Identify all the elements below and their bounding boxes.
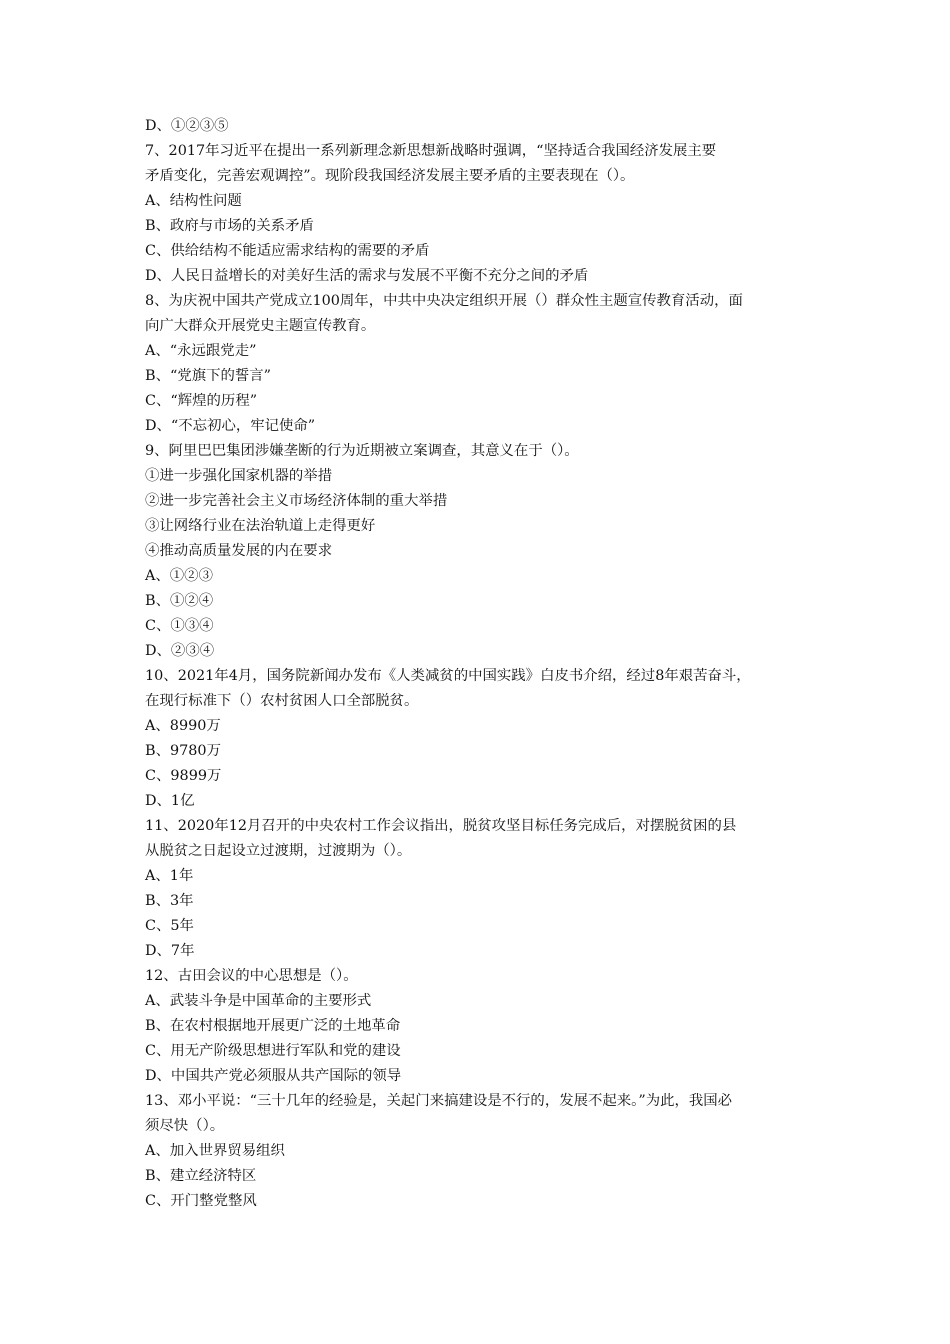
option-a-q13: A、加入世界贸易组织 [145, 1143, 285, 1159]
question-7-line-2: 矛盾变化，完善宏观调控”。现阶段我国经济发展主要矛盾的主要表现在（）。 [145, 168, 635, 184]
option-c-q7: C、供给结构不能适应需求结构的需要的矛盾 [145, 243, 430, 259]
option-d-q8: D、“不忘初心，牢记使命” [145, 418, 316, 434]
option-b-q7: B、政府与市场的关系矛盾 [145, 218, 314, 234]
option-b-q13: B、建立经济特区 [145, 1168, 257, 1184]
option-a-q10: A、8990万 [145, 718, 221, 734]
document-page [145, 114, 811, 1214]
option-d-q10: D、1亿 [145, 793, 195, 809]
option-c-q11: C、5年 [145, 918, 194, 934]
statement-4-q9: ④推动高质量发展的内在要求 [145, 543, 333, 559]
option-b-q12: B、在农村根据地开展更广泛的土地革命 [145, 1018, 401, 1034]
option-c-q10: C、9899万 [145, 768, 222, 784]
option-b-q8: B、“党旗下的誓言” [145, 368, 272, 384]
option-c-q12: C、用无产阶级思想进行军队和党的建设 [145, 1043, 401, 1059]
option-d-q12: D、中国共产党必须服从共产国际的领导 [145, 1068, 402, 1084]
statement-2-q9: ②进一步完善社会主义市场经济体制的重大举措 [145, 493, 448, 509]
option-c-q8: C、“辉煌的历程” [145, 393, 258, 409]
option-b-q9: B、①②④ [145, 593, 214, 609]
question-10-line-2: 在现行标准下（）农村贫困人口全部脱贫。 [145, 693, 419, 709]
question-11-line-2: 从脱贫之日起设立过渡期，过渡期为（）。 [145, 843, 412, 859]
question-10-line-1: 10、2021年4月，国务院新闻办发布《人类减贫的中国实践》白皮书介绍，经过8年艰苦奋斗， [145, 668, 751, 684]
option-b-q10: B、9780万 [145, 743, 221, 759]
question-13-line-1: 13、邓小平说：“三十几年的经验是，关起门来搞建设是不行的，发展不起来。”为此，我国必 [145, 1093, 733, 1109]
option-a-q11: A、1年 [145, 868, 194, 884]
option-a-q12: A、武装斗争是中国革命的主要形式 [145, 993, 372, 1009]
statement-3-q9: ③让网络行业在法治轨道上走得更好 [145, 518, 376, 534]
question-11-line-1: 11、2020年12月召开的中央农村工作会议指出，脱贫攻坚目标任务完成后，对摆脱贫困的县 [145, 818, 737, 834]
option-d-q11: D、7年 [145, 943, 195, 959]
option-a-q7: A、结构性问题 [145, 193, 242, 209]
option-d-q6: D、①②③⑤ [145, 118, 229, 134]
question-13-line-2: 须尽快（）。 [145, 1118, 225, 1134]
option-c-q9: C、①③④ [145, 618, 214, 634]
question-8-line-1: 8、为庆祝中国共产党成立100周年，中共中央决定组织开展（）群众性主题宣传教育活动，面 [145, 293, 743, 309]
statement-1-q9: ①进一步强化国家机器的举措 [145, 468, 333, 484]
question-8-line-2: 向广大群众开展党史主题宣传教育。 [145, 318, 376, 334]
question-9-line-1: 9、阿里巴巴集团涉嫌垄断的行为近期被立案调查，其意义在于（）。 [145, 443, 579, 459]
question-7-line-1: 7、2017年习近平在提出一系列新理念新思想新战略时强调，“坚持适合我国经济发展主要 [145, 143, 717, 159]
option-a-q9: A、①②③ [145, 568, 213, 584]
option-d-q7: D、人民日益增长的对美好生活的需求与发展不平衡不充分之间的矛盾 [145, 268, 589, 284]
option-d-q9: D、②③④ [145, 643, 215, 659]
question-12-line-1: 12、古田会议的中心思想是（）。 [145, 968, 358, 984]
option-a-q8: A、“永远跟党走” [145, 343, 257, 359]
option-c-q13: C、开门整党整风 [145, 1193, 257, 1209]
option-b-q11: B、3年 [145, 893, 194, 909]
